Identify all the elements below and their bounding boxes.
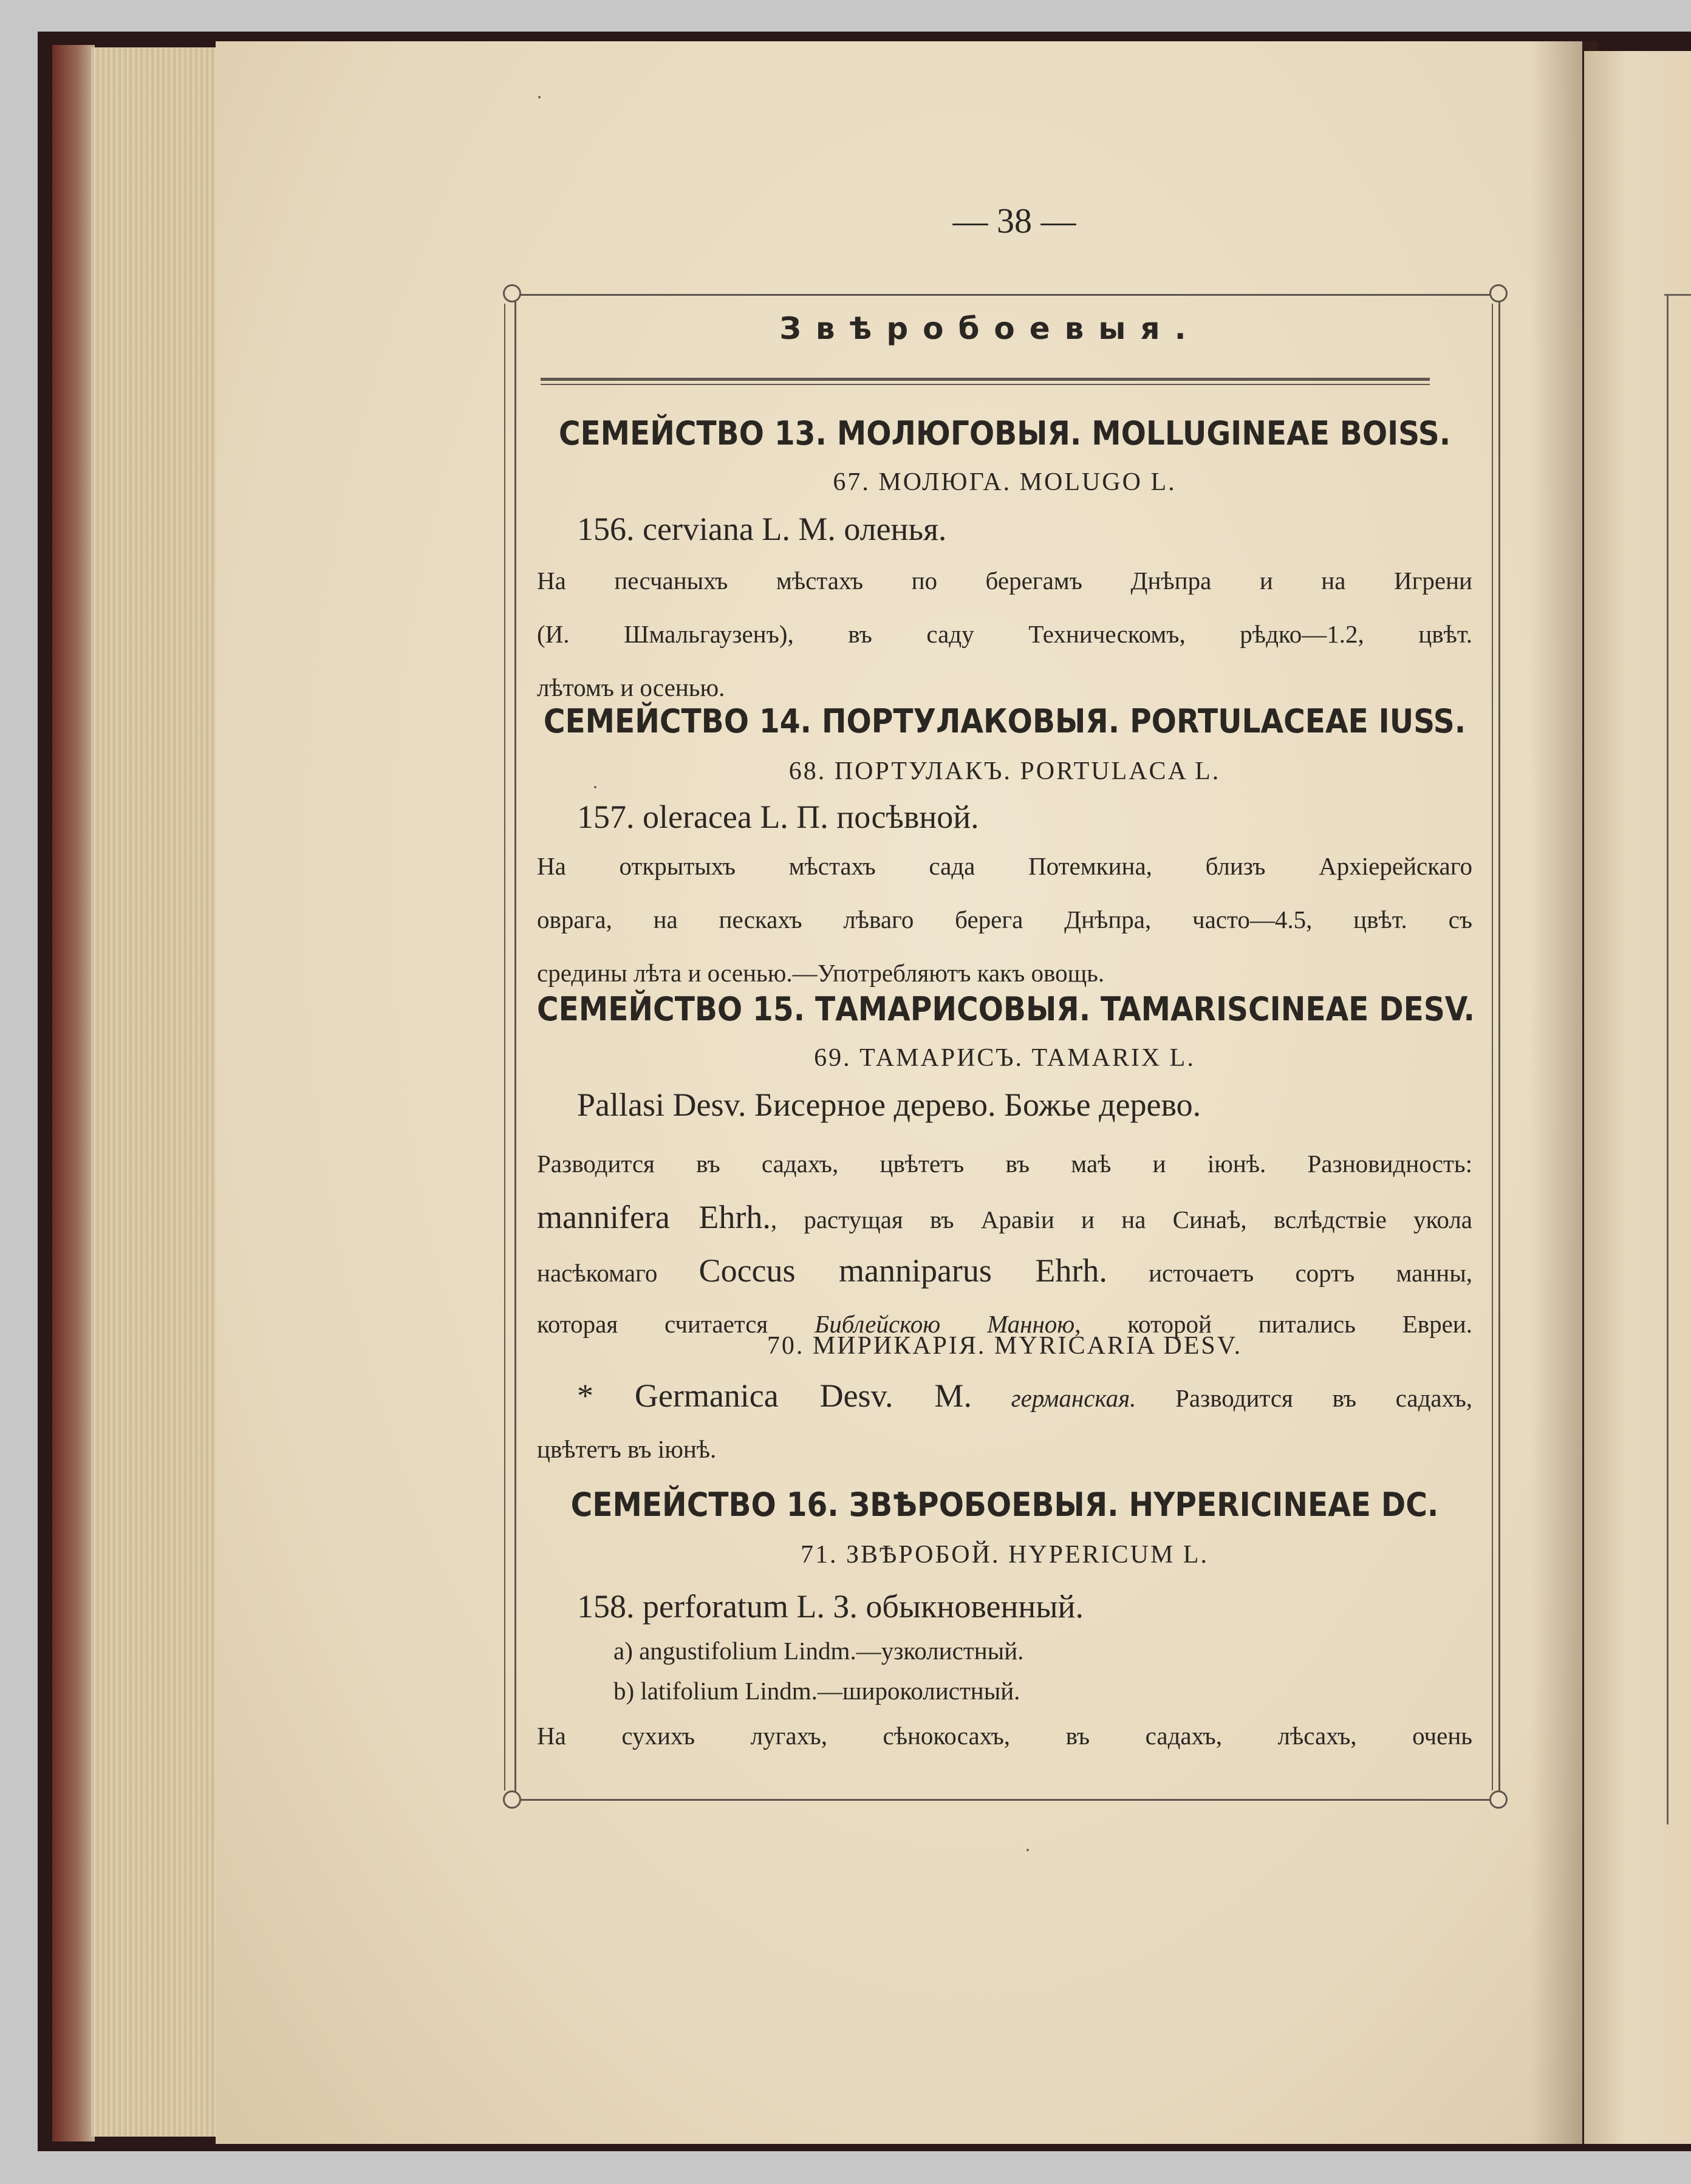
genus-line: 69. ТАМАРИСЪ. TAMARIX L.	[814, 1044, 1195, 1072]
species-name: * Germanica Desv. M.	[577, 1377, 972, 1414]
latin-name: mannifera Ehrh.	[537, 1199, 771, 1235]
family-title: СЕМЕЙСТВО 16. ЗВѢРОБОЕВЫЯ. HYPERICINEAE DC.	[570, 1486, 1439, 1524]
text-line: оврага, на пескахъ лѣваго берега Днѣпра, часто—4.5, цвѣт. съ	[537, 906, 1472, 933]
variety-line: a) angustifolium Lindm.—узколистный.	[613, 1637, 1024, 1665]
genus-line: 71. ЗВѢРОБОЙ. HYPERICUM L.	[801, 1541, 1209, 1569]
text-line: лѣтомъ и осенью.	[537, 674, 725, 701]
section-heading: Звѣробоевыя.	[779, 311, 1201, 346]
frame-corner-ornament	[1489, 284, 1508, 302]
book-cover-edge	[52, 45, 95, 2141]
heading-double-rule	[541, 384, 1430, 385]
frame-corner-ornament	[503, 284, 521, 302]
italic-text: германская.	[1011, 1384, 1136, 1412]
text-line: На песчаныхъ мѣстахъ по берегамъ Днѣпра и на Игрени	[537, 567, 1472, 595]
ink-speck	[594, 786, 596, 788]
page-number: — 38 —	[952, 201, 1076, 241]
frame-left-rule	[514, 294, 516, 1801]
italic-text: Библейскою Манною	[815, 1310, 1075, 1338]
description-paragraph	[537, 1369, 1472, 1476]
next-page-edge	[1584, 51, 1691, 2144]
family-title: СЕМЕЙСТВО 14. ПОРТУЛАКОВЫЯ. PORTULACEAE IUSS.	[543, 702, 1466, 740]
text-line: На сухихъ лугахъ, сѣнокосахъ, въ садахъ, лѣсахъ, очень	[537, 1722, 1472, 1750]
ink-speck	[538, 96, 541, 98]
species-line: 158. perforatum L. З. обыкновенный.	[577, 1588, 1084, 1625]
ink-speck	[1027, 1849, 1029, 1851]
species-line: 156. cerviana L. M. оленья.	[577, 511, 947, 547]
text-fragment: насѣкомаго	[537, 1259, 699, 1287]
text-line: (И. Шмальгаузенъ), въ саду Техническомъ, рѣдко—1.2, цвѣт.	[537, 620, 1472, 648]
description-paragraph	[537, 1709, 1472, 1763]
description-paragraph	[537, 554, 1472, 714]
heading-double-rule	[541, 378, 1430, 381]
description-paragraph	[537, 1137, 1472, 1351]
text-line: Разводится въ садахъ, цвѣтетъ въ маѣ и іюнѣ. Разновидность:	[537, 1150, 1472, 1178]
frame-corner-ornament	[1489, 1790, 1508, 1809]
variety-line: b) latifolium Lindm.—широколистный.	[613, 1677, 1020, 1705]
text-fragment: , растущая въ Аравіи и на Синаѣ, вслѣдствіе укола	[770, 1206, 1473, 1234]
text-line: цвѣтетъ въ іюнѣ.	[537, 1435, 717, 1463]
text-fragment: источаетъ сортъ манны,	[1107, 1259, 1472, 1287]
text-line	[537, 1190, 1472, 1244]
species-line: Pallasi Desv. Бисерное дерево. Божье дерево.	[577, 1087, 1201, 1123]
latin-name: Coccus manniparus Ehrh.	[699, 1252, 1107, 1289]
frame-right-rule	[1498, 294, 1500, 1801]
frame-top-rule	[516, 294, 1500, 296]
genus-line: 67. МОЛЮГА. MOLUGO L.	[833, 468, 1177, 496]
frame-corner-ornament	[503, 1790, 521, 1809]
family-title: СЕМЕЙСТВО 13. МОЛЮГОВЫЯ. MOLLUGINEAE BOISS.	[558, 414, 1451, 452]
frame-inner-right-rule	[1492, 304, 1493, 1790]
genus-line: 70. МИРИКАРІЯ. MYRICARIA DESV.	[767, 1332, 1243, 1360]
text-line: На открытыхъ мѣстахъ сада Потемкина, близъ Архіерейскаго	[537, 852, 1472, 880]
species-line: 157. oleracea L. П. посѣвной.	[577, 799, 979, 835]
frame-bottom-rule	[516, 1799, 1500, 1801]
description-paragraph	[537, 839, 1472, 1000]
frame-inner-left-rule	[504, 304, 505, 1790]
genus-line: 68. ПОРТУЛАКЪ. PORTULACA L.	[788, 757, 1221, 785]
text-line	[537, 1369, 1472, 1422]
next-page-frame-side	[1667, 294, 1669, 1824]
text-fragment: Разводится въ садахъ,	[1175, 1384, 1473, 1412]
text-line	[537, 1244, 1472, 1297]
family-title: СЕМЕЙСТВО 15. ТАМАРИСОВЫЯ. TAMARISCINEAE DESV.	[537, 990, 1475, 1028]
text-line: средины лѣта и осенью.—Употребляютъ какъ овощь.	[537, 959, 1105, 987]
text-fragment: , которой питались Евреи.	[1074, 1310, 1472, 1338]
page-stack-edges	[91, 47, 231, 2137]
text-fragment: которая считается	[537, 1310, 815, 1338]
